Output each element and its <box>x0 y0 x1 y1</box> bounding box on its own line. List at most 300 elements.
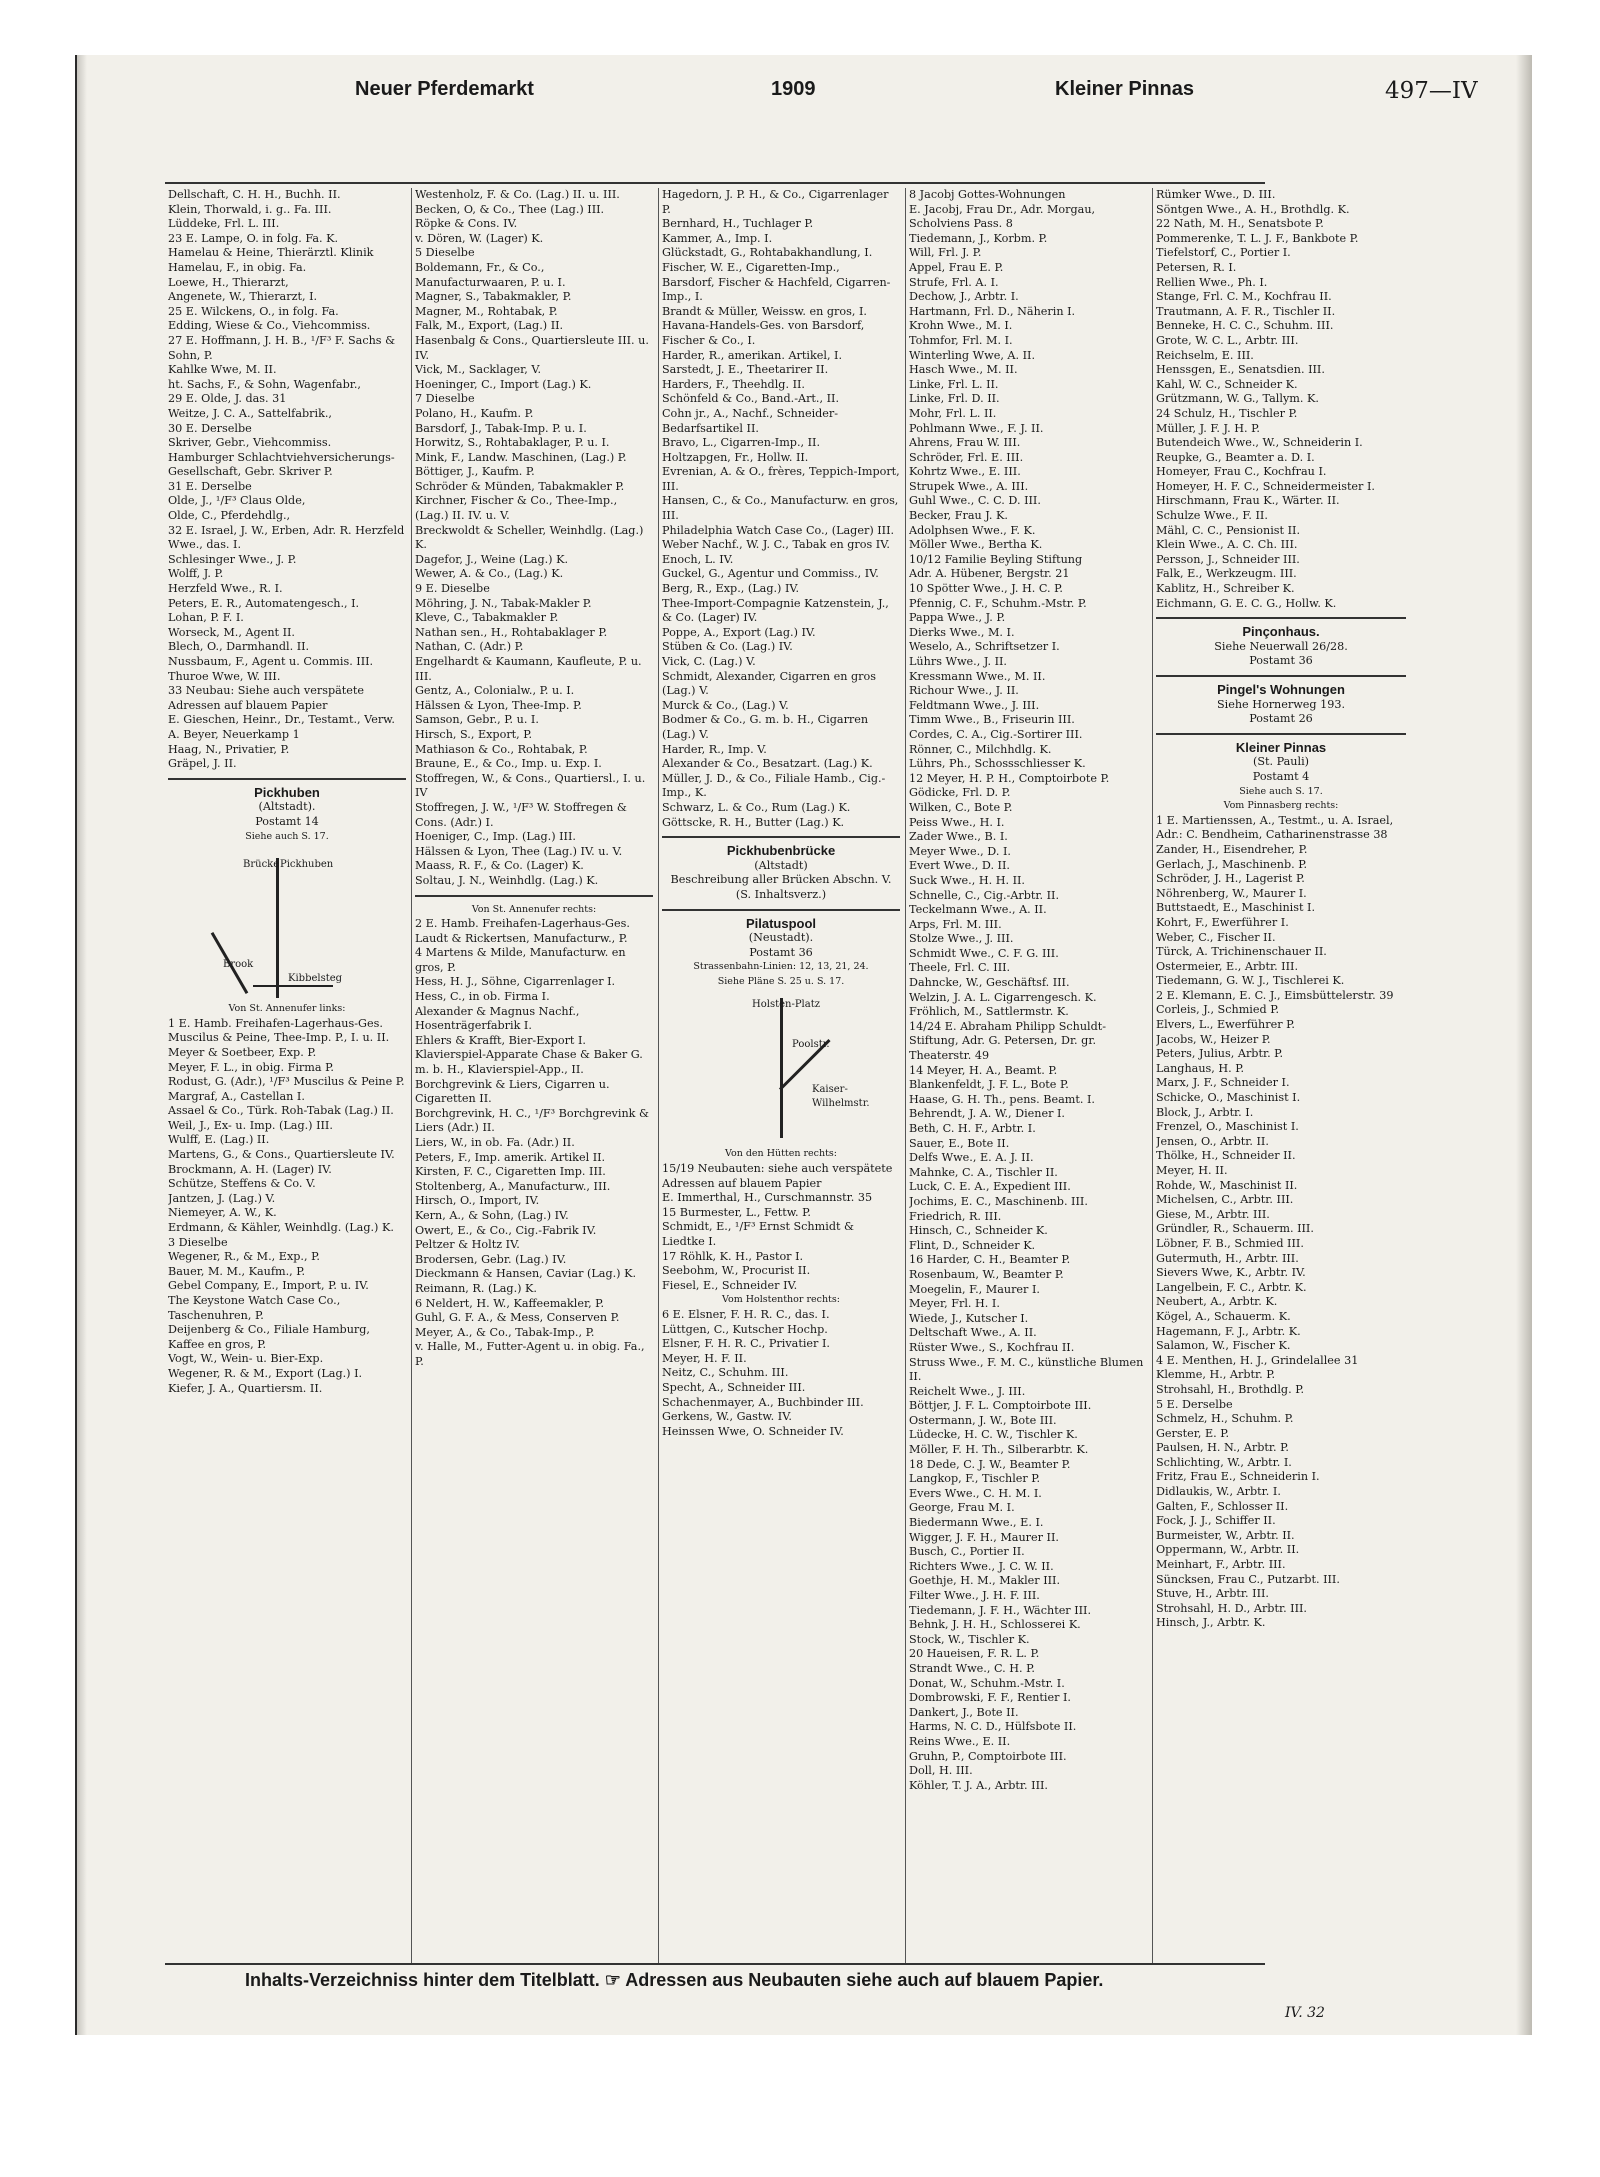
directory-entry: 8 Jacobj Gottes-Wohnungen <box>909 188 1066 201</box>
directory-entry: Schicke, O., Maschinist I. <box>1156 1091 1301 1105</box>
directory-entry: Boldemann, Fr., & Co., Manufacturwaaren, P. u. I. <box>415 260 566 289</box>
column-1 <box>168 188 406 1963</box>
directory-entry: Gödicke, Frl. D. P. <box>909 786 1011 800</box>
directory-entry: Söntgen Wwe., A. H., Brothdlg. K. <box>1156 202 1350 216</box>
header-left-street: Neuer Pferdemarkt <box>355 78 534 100</box>
directory-entry: Schütze, Steffens & Co. V. <box>168 1177 316 1191</box>
directory-entry: Fock, J. J., Schiffer II. <box>1156 1514 1276 1528</box>
directory-entry: Mathiason & Co., Rohtabak, P. <box>415 742 588 756</box>
directory-entry: Enoch, L. IV. <box>662 552 734 566</box>
directory-entry: Schröder, J. H., Lagerist P. <box>1156 872 1305 886</box>
section-title-pickhubenbruecke: Pickhubenbrücke <box>726 843 836 859</box>
directory-entry: Luck, C. E. A., Expedient III. <box>909 1180 1071 1194</box>
directory-entry: Kablitz, H., Schreiber K. <box>1156 582 1295 596</box>
directory-entry: Harder, R., Imp. V. <box>662 742 767 756</box>
directory-entry: Jochims, E. C., Maschinenb. III. <box>909 1194 1088 1208</box>
directory-entry: 2 E. Hamb. Freihafen-Lagerhaus-Ges. <box>415 917 630 931</box>
map-label-kaiser: Kaiser- <box>812 1084 848 1096</box>
directory-entry: Richters Wwe., J. C. W. II. <box>909 1559 1054 1573</box>
directory-entry: Böttiger, J., Kaufm. P. <box>415 465 535 479</box>
directory-entry: Kleve, C., Tabakmakler P. <box>415 611 559 625</box>
column-separator <box>411 188 412 1963</box>
directory-entry: Muscilus & Peine, Thee-Imp. P., I. u. II. <box>168 1031 390 1045</box>
section-postamt: Postamt 14 <box>255 814 319 828</box>
directory-entry: Kirsten, F. C., Cigaretten Imp. III. <box>415 1165 606 1179</box>
directory-entry: Poppe, A., Export (Lag.) IV. <box>662 625 816 639</box>
directory-entry: Ostermeier, E., Arbtr. III. <box>1156 959 1298 973</box>
directory-entry: Borchgrevink, H. C., ¹/F³ Borchgrevink & Liers (Adr.) II. <box>415 1106 649 1135</box>
directory-entry: Timm Wwe., B., Friseurin III. <box>909 713 1075 727</box>
directory-entry: Möller Wwe., Bertha K. <box>909 538 1043 552</box>
directory-entry: Peiss Wwe., H. I. <box>909 815 1005 829</box>
directory-entry: Gräpel, J. II. <box>168 757 237 771</box>
directory-entry: Nöhrenberg, W., Maurer I. <box>1156 886 1307 900</box>
directory-entry: Moegelin, F., Maurer I. <box>909 1282 1040 1296</box>
col3-entries-a <box>662 188 900 830</box>
directory-entry: Kahlke Wwe, M. II. <box>168 363 277 377</box>
directory-entry: Homeyer, H. F. C., Schneidermeister I. <box>1156 479 1375 493</box>
directory-entry: Buttstaedt, E., Maschinist I. <box>1156 901 1316 915</box>
directory-entry: 9 E. Dieselbe <box>415 582 490 596</box>
directory-entry: Rosenbaum, W., Beamter P. <box>909 1267 1064 1281</box>
directory-entry: Pappa Wwe., J. P. <box>909 611 1006 625</box>
section-divider <box>1156 617 1406 619</box>
directory-entry: Stuve, H., Arbtr. III. <box>1156 1587 1269 1601</box>
directory-entry: Harder, R., amerikan. Artikel, I. <box>662 348 843 362</box>
directory-entry: 1 E. Hamb. Freihafen-Lagerhaus-Ges. <box>168 1016 383 1030</box>
directory-entry: Wewer, A. & Co., (Lag.) K. <box>415 567 564 581</box>
section-siehe: Siehe Pläne S. 25 u. S. 17. <box>717 975 845 987</box>
directory-entry: Berg, R., Exp., (Lag.) IV. <box>662 582 800 596</box>
directory-entry: Brockmann, A. H. (Lager) IV. <box>168 1162 332 1176</box>
directory-entry: Appel, Frau E. P. <box>909 260 1004 274</box>
directory-entry: Biedermann Wwe., E. I. <box>909 1516 1044 1530</box>
directory-entry: Reichselm, E. III. <box>1156 348 1254 362</box>
directory-entry: Klavierspiel-Apparate Chase & Baker G. m. b. H., Klavierspiel-App., II. <box>415 1048 643 1077</box>
directory-entry: Kiefer, J. A., Quartiersm. II. <box>168 1381 323 1395</box>
directory-entry: Polano, H., Kaufm. P. <box>415 406 534 420</box>
directory-entry: Weselo, A., Schriftsetzer I. <box>909 640 1060 654</box>
directory-entry: Blech, O., Darmhandl. II. <box>168 640 310 654</box>
directory-entry: Adolphsen Wwe., F. K. <box>909 523 1036 537</box>
directory-entry: ht. Sachs, F., & Sohn, Wagenfabr., <box>168 377 361 391</box>
directory-entry: Vick, M., Sacklager, V. <box>415 363 542 377</box>
directory-entry: Schröder & Münden, Tabakmakler P. <box>415 479 625 493</box>
section-postamt: Postamt 36 <box>1249 654 1313 668</box>
directory-entry: 6 E. Elsner, F. H. R. C., das. I. <box>662 1308 830 1321</box>
directory-entry: 4 Martens & Milde, Manufacturw. en gros, P. <box>415 946 626 974</box>
directory-entry: Fiesel, E., Schneider IV. <box>662 1278 798 1292</box>
column-separator <box>1152 188 1153 1963</box>
directory-entry: Delfs Wwe., E. A. J. II. <box>909 1151 1034 1165</box>
directory-entry: Dierks Wwe., M. I. <box>909 625 1015 639</box>
directory-entry: Ostermann, J. W., Bote III. <box>909 1413 1057 1427</box>
directory-entry: Liers, W., in ob. Fa. (Adr.) II. <box>415 1136 575 1149</box>
directory-entry: Gründler, R., Schauerm. III. <box>1156 1222 1314 1236</box>
directory-entry: Krohn Wwe., M. I. <box>909 319 1013 333</box>
directory-entry: Goethje, H. M., Makler III. <box>909 1574 1061 1588</box>
directory-entry: Hoeninger, C., Import (Lag.) K. <box>415 377 592 391</box>
directory-entry: Lührs Wwe., J. II. <box>909 655 1007 668</box>
directory-entry: Arps, Frl. M. III. <box>909 917 1002 931</box>
directory-entry: Guckel, G., Agentur und Commiss., IV. <box>662 567 879 581</box>
column-2 <box>415 188 653 1963</box>
directory-entry: 27 E. Hoffmann, J. H. B., ¹/F³ F. Sachs & Sohn, P. <box>168 333 396 362</box>
directory-entry: Kögel, A., Schauerm. K. <box>1156 1309 1291 1323</box>
directory-entry: Göttscke, R. H., Butter (Lag.) K. <box>662 815 845 829</box>
directory-entry: Benneke, H. C. C., Schuhm. III. <box>1156 319 1334 333</box>
directory-entry: Türck, A. Trichinenschauer II. <box>1156 945 1327 959</box>
directory-entry: Sauer, E., Bote II. <box>909 1136 1010 1150</box>
directory-entry: Schönfeld & Co., Band.-Art., II. <box>662 392 839 406</box>
directory-entry: Harders, F., Theehdlg. II. <box>662 377 805 391</box>
directory-entry: Filter Wwe., J. H. F. III. <box>909 1589 1040 1602</box>
directory-entry: Wulff, E. (Lag.) II. <box>168 1133 270 1147</box>
page-edge <box>1516 55 1532 2035</box>
directory-entry: E. Immerthal, H., Curschmannstr. 35 <box>662 1191 873 1205</box>
directory-entry: 33 Neubau: Siehe auch verspätete Adressen auf blauem Papier <box>168 684 365 712</box>
directory-entry: Strufe, Frl. A. I. <box>909 275 999 289</box>
directory-entry: Blankenfeldt, J. F. L., Bote P. <box>909 1078 1069 1092</box>
directory-entry: 14 Meyer, H. A., Beamt. P. <box>909 1063 1058 1077</box>
directory-entry: Süncksen, Frau C., Putzarbt. III. <box>1156 1572 1340 1586</box>
directory-entry: Mähl, C. C., Pensionist II. <box>1156 523 1300 537</box>
directory-entry: Linke, Frl. D. II. <box>909 392 1000 406</box>
directory-entry: Fritz, Frau E., Schneiderin I. <box>1156 1470 1320 1484</box>
directory-entry: Beth, C. H. F., Arbtr. I. <box>909 1122 1036 1135</box>
directory-entry: 5 E. Derselbe <box>1156 1397 1233 1411</box>
directory-entry: Hansen, C., & Co., Manufacturw. en gros, III. <box>662 494 899 523</box>
directory-entry: Bernhard, H., Tuchlager P. <box>662 217 814 231</box>
directory-entry: Möhring, J. N., Tabak-Makler P. <box>415 596 592 610</box>
map-label-bruecke: Brücke <box>243 859 280 871</box>
directory-entry: Meyer & Soetbeer, Exp. P. <box>168 1045 317 1059</box>
directory-entry: George, Frau M. I. <box>909 1501 1015 1515</box>
directory-entry: Marx, J. F., Schneider I. <box>1156 1076 1290 1090</box>
directory-entry: Stock, W., Tischler K. <box>909 1632 1030 1646</box>
directory-entry: Horwitz, S., Rohtabaklager, P. u. I. <box>415 436 610 450</box>
directory-entry: Soltau, J. N., Weinhdlg. (Lag.) K. <box>415 873 599 887</box>
directory-entry: Dombrowski, F. F., Rentier I. <box>909 1691 1071 1705</box>
directory-entry: Neitz, C., Schuhm. III. <box>662 1366 789 1380</box>
directory-entry: Hirsch, S., Export, P. <box>415 727 533 741</box>
directory-entry: Frenzel, O., Maschinist I. <box>1156 1120 1299 1134</box>
directory-entry: Murck & Co., (Lag.) V. <box>662 698 789 712</box>
header-year: 1909 <box>771 78 816 100</box>
directory-entry: Rönner, C., Milchhdlg. K. <box>909 742 1052 756</box>
directory-entry: Salamon, W., Fischer K. <box>1156 1339 1291 1353</box>
column-4 <box>909 188 1147 1963</box>
section-divider <box>415 895 653 897</box>
column-separator <box>658 188 659 1963</box>
direction-note: Vom Holstenthor rechts: <box>722 1294 840 1306</box>
directory-entry: Deijenberg & Co., Filiale Hamburg, Kaffee en gros, P. <box>168 1323 370 1351</box>
directory-entry: Will, Frl. J. P. <box>909 246 982 260</box>
directory-entry: Falk, E., Werkzeugm. III. <box>1156 567 1297 581</box>
directory-entry: Falk, M., Export, (Lag.) II. <box>415 319 564 333</box>
page-number: 497—IV <box>1385 78 1478 104</box>
directory-entry: Evrenian, A. & O., frères, Teppich-Import, III. <box>662 465 900 493</box>
directory-entry: Schmidt, E., ¹/F³ Ernst Schmidt & Liedtke I. <box>662 1220 854 1249</box>
section-title-pingels-wohnungen: Pingel's Wohnungen <box>1217 682 1345 697</box>
directory-entry: Pommerenke, T. L. J. F., Bankbote P. <box>1156 231 1359 245</box>
directory-entry: Hasch Wwe., M. II. <box>909 363 1018 377</box>
directory-entry: Hälssen & Lyon, Thee-Imp. P. <box>415 698 582 712</box>
directory-entry: Neubert, A., Arbtr. K. <box>1156 1295 1278 1309</box>
directory-entry: Herzfeld Wwe., R. I. <box>168 582 283 596</box>
section-text: Siehe Hornerweg 193. <box>1216 697 1346 711</box>
directory-entry: Wolff, J. P. <box>168 567 224 581</box>
directory-entry: Harms, N. C. D., Hülfsbote II. <box>909 1720 1077 1734</box>
directory-entry: Michelsen, C., Arbtr. III. <box>1156 1193 1294 1207</box>
directory-entry: 10/12 Familie Beyling Stiftung <box>909 552 1083 566</box>
directory-entry: Kohrtz Wwe., E. III. <box>909 465 1021 479</box>
directory-entry: Langelbein, F. C., Arbtr. K. <box>1156 1280 1307 1294</box>
directory-entry: Strandt Wwe., C. H. P. <box>909 1661 1035 1675</box>
directory-entry: Deltschaft Wwe., A. II. <box>909 1326 1037 1340</box>
directory-entry: Hess, C., in ob. Firma I. <box>415 990 550 1004</box>
directory-entry: Edding, Wiese & Co., Viehcommiss. <box>168 319 371 333</box>
directory-entry: Peters, F., Imp. amerik. Artikel II. <box>415 1150 606 1164</box>
directory-entry: Wigger, J. F. H., Maurer II. <box>909 1530 1059 1544</box>
header-right-street: Kleiner Pinnas <box>1055 78 1194 100</box>
directory-entry: Reichelt Wwe., J. III. <box>909 1384 1026 1398</box>
directory-entry: Hamelau, F., in obig. Fa. <box>168 260 307 274</box>
directory-entry: Suck Wwe., H. H. II. <box>909 873 1025 887</box>
directory-entry: Dieckmann & Hansen, Caviar (Lag.) K. <box>415 1267 637 1281</box>
directory-entry: Engelhardt & Kaumann, Kaufleute, P. u. III. <box>415 655 642 683</box>
direction-note: Vom Pinnasberg rechts: <box>1223 800 1339 812</box>
section-title-pilatuspool: Pilatuspool <box>745 915 817 931</box>
directory-entry: Persson, J., Schneider III. <box>1156 552 1300 566</box>
directory-entry: Richour Wwe., J. II. <box>909 684 1019 698</box>
directory-entry: 24 Schulz, H., Tischler P. <box>1156 406 1298 420</box>
directory-entry: Hagedorn, J. P. H., & Co., Cigarrenlager P. <box>662 188 889 216</box>
directory-entry: Welzin, J. A. L. Cigarrengesch. K. <box>909 990 1097 1004</box>
map-label-pickhuben: Pickhuben <box>280 859 334 871</box>
directory-entry: Hasenbalg & Cons., Quartiersleute III. u. IV. <box>415 333 649 362</box>
directory-entry: Pohlmann Wwe., F. J. II. <box>909 421 1044 435</box>
directory-entry: Zader Wwe., B. I. <box>909 830 1008 844</box>
directory-entry: Dechow, J., Arbtr. I. <box>909 290 1019 304</box>
directory-entry: Lohan, P. F. I. <box>168 611 244 625</box>
directory-entry: 31 E. Derselbe <box>168 479 252 493</box>
directory-entry: Haase, G. H. Th., pens. Beamt. I. <box>909 1092 1095 1106</box>
directory-entry: Böttjer, J. F. L. Comptoirbote III. <box>909 1399 1092 1413</box>
directory-entry: Weitze, J. C. A., Sattelfabrik., <box>168 406 332 420</box>
directory-entry: Peltzer & Holtz IV. <box>415 1238 520 1252</box>
directory-entry: Klemme, H., Arbtr. P. <box>1156 1368 1276 1382</box>
directory-entry: Cordes, C. A., Cig.-Sortirer III. <box>909 727 1083 741</box>
directory-entry: Müller, J. F. J. H. P. <box>1156 421 1260 435</box>
directory-entry: 7 Dieselbe <box>415 392 475 406</box>
directory-entry: Guhl Wwe., C. C. D. III. <box>909 494 1041 508</box>
directory-entry: Dellschaft, C. H. H., Buchh. II. <box>168 188 341 201</box>
column-3 <box>662 188 900 1963</box>
directory-entry: Erdmann, & Kähler, Weinhdlg. (Lag.) K. <box>168 1221 394 1235</box>
directory-entry: Strupek Wwe., A. III. <box>909 479 1029 493</box>
section-title-pinconhaus: Pinçonhaus. <box>1242 624 1320 640</box>
directory-entry: Lüdecke, H. C. W., Tischler K. <box>909 1428 1078 1442</box>
map-label-brook: Brook <box>223 959 254 971</box>
directory-entry: Olde, J., ¹/F³ Claus Olde, <box>168 494 306 508</box>
directory-entry: Westenholz, F. & Co. (Lag.) II. u. III. <box>415 188 620 201</box>
directory-entry: Mahnke, C. A., Tischler II. <box>909 1165 1058 1179</box>
directory-entry: Loewe, H., Thierarzt, <box>168 275 289 289</box>
page-header <box>95 78 1478 110</box>
directory-entry: Stoffregen, W., & Cons., Quartiersl., I. u. IV <box>415 771 646 800</box>
directory-entry: Corleis, J., Schmied P. <box>1156 1003 1280 1017</box>
directory-entry: 14/24 E. Abraham Philipp Schuldt-Stiftung, Adr. G. Petersen, Dr. gr. Theaterstr. 49 <box>909 1019 1107 1063</box>
directory-entry: Weber Nachf., W. J. C., Tabak en gros IV. <box>662 538 890 552</box>
directory-entry: 18 Dede, C. J. W., Beamter P. <box>909 1457 1071 1471</box>
directory-entry: Schwarz, L. & Co., Rum (Lag.) K. <box>662 800 851 814</box>
map-road-pickhuben <box>276 858 279 998</box>
directory-entry: Köhler, T. J. A., Arbtr. III. <box>909 1778 1048 1792</box>
directory-entry: Specht, A., Schneider III. <box>662 1380 806 1394</box>
directory-entry: Block, J., Arbtr. I. <box>1156 1105 1254 1119</box>
section-title-kleiner-pinnas: Kleiner Pinnas <box>1235 739 1327 755</box>
directory-entry: Linke, Frl. L. II. <box>909 377 999 391</box>
directory-entry: Struss Wwe., F. M. C., künstliche Blumen II. <box>909 1355 1144 1384</box>
directory-entry: Busch, C., Portier II. <box>909 1545 1025 1559</box>
directory-entry: Braune, E., & Co., Imp. u. Exp. I. <box>415 757 602 771</box>
directory-entry: Hess, H. J., Söhne, Cigarrenlager I. <box>415 975 616 989</box>
directory-entry: Niemeyer, A. W., K. <box>168 1206 277 1220</box>
directory-entry: Donat, W., Schuhm.-Mstr. I. <box>909 1676 1065 1690</box>
directory-entry: Ehlers & Krafft, Bier-Export I. <box>415 1033 586 1047</box>
directory-entry: Lüttgen, C., Kutscher Hochp. <box>662 1322 828 1336</box>
directory-entry: Trautmann, A. F. R., Tischler II. <box>1156 304 1336 318</box>
directory-entry: Homeyer, Frau C., Kochfrau I. <box>1156 465 1327 479</box>
directory-entry: Gebel Company, E., Import, P. u. IV. <box>168 1279 369 1293</box>
section-divider <box>662 909 900 911</box>
directory-entry: 17 Röhlk, K. H., Pastor I. <box>662 1249 804 1263</box>
map-label-kibbelsteg: Kibbelsteg <box>288 973 343 985</box>
directory-entry: Theele, Frl. C. III. <box>909 961 1011 975</box>
directory-entry: Laudt & Rickertsen, Manufacturw., P. <box>415 931 628 945</box>
directory-entry: Hoeniger, C., Imp. (Lag.) III. <box>415 830 576 844</box>
folio-mark: IV. 32 <box>1285 2005 1325 2021</box>
directory-entry: Kammer, A., Imp. I. <box>662 231 773 245</box>
map-label-poolstr: Poolstr. <box>792 1039 830 1051</box>
directory-entry: Oppermann, W., Arbtr. II. <box>1156 1543 1300 1557</box>
directory-entry: Stüben & Co. (Lag.) IV. <box>662 640 793 654</box>
directory-entry: Langkop, F., Tischler P. <box>909 1472 1041 1486</box>
directory-entry: v. Halle, M., Futter-Agent u. in obig. Fa., P. <box>415 1340 645 1368</box>
directory-entry: Hälssen & Lyon, Thee (Lag.) IV. u. V. <box>415 844 623 858</box>
directory-entry: Haag, N., Privatier, P. <box>168 742 290 756</box>
directory-entry: Thölke, H., Schneider II. <box>1156 1149 1296 1163</box>
column-5 <box>1156 188 1406 1963</box>
directory-entry: Henssgen, E., Senatsdien. III. <box>1156 363 1325 377</box>
directory-entry: Borchgrevink & Liers, Cigarren u. Cigaretten II. <box>415 1077 610 1106</box>
directory-entry: 12 Meyer, H. P. H., Comptoirbote P. <box>909 771 1110 785</box>
directory-entry: Fröhlich, M., Sattlermstr. K. <box>909 1005 1069 1019</box>
directory-entry: Gutermuth, H., Arbtr. III. <box>1156 1251 1299 1265</box>
directory-entry: Hirsch, O., Import, IV. <box>415 1194 540 1208</box>
directory-entry: Elsner, F. H. R. C., Privatier I. <box>662 1337 830 1351</box>
directory-entry: Feldtmann Wwe., J. III. <box>909 698 1040 712</box>
directory-entry: Ahrens, Frau W. III. <box>909 436 1021 450</box>
directory-entry: Behrendt, J. A. W., Diener I. <box>909 1107 1065 1121</box>
directory-entry: Magner, S., Tabakmakler, P. <box>415 290 572 304</box>
directory-entry: Rümker Wwe., D. III. <box>1156 188 1276 201</box>
directory-entry: Lührs, Ph., Schossschliesser K. <box>909 757 1086 771</box>
directory-entry: Brandt & Müller, Weissw. en gros, I. <box>662 304 867 318</box>
directory-entry: Mink, F., Landw. Maschinen, (Lag.) P. <box>415 450 627 464</box>
directory-entry: Meinhart, F., Arbtr. III. <box>1156 1558 1286 1572</box>
directory-entry: Zander, H., Eisendreher, P. <box>1156 842 1308 856</box>
directory-entry: Nathan, C. (Adr.) P. <box>415 640 524 654</box>
directory-entry: Hagemann, F. J., Arbtr. K. <box>1156 1324 1301 1338</box>
directory-entry: Meyer, F. L., in obig. Firma P. <box>168 1060 334 1074</box>
directory-entry: Strohsahl, H. D., Arbtr. III. <box>1156 1601 1307 1615</box>
directory-entry: Meyer, H. II. <box>1156 1164 1228 1177</box>
directory-entry: Friedrich, R. III. <box>909 1209 1002 1223</box>
directory-entry: Behnk, J. H. H., Schlosserei K. <box>909 1618 1081 1632</box>
directory-entry: Galten, F., Schlosser II. <box>1156 1499 1289 1513</box>
col2-entries-b <box>415 917 653 1369</box>
directory-entry: Evert Wwe., D. II. <box>909 859 1010 873</box>
page-footer-note: Inhalts-Verzeichniss hinter dem Titelblatt. ☞ Adressen aus Neubauten siehe auch auf blauem Papier. <box>245 1970 1104 1990</box>
directory-entry: Didlaukis, W., Arbtr. I. <box>1156 1485 1281 1499</box>
directory-entry: Lüddeke, Frl. L. III. <box>168 217 280 231</box>
directory-entry: Sarstedt, J. E., Theetarirer II. <box>662 363 829 377</box>
directory-entry: Stoffregen, J. W., ¹/F³ W. Stoffregen & Cons. (Adr.) I. <box>415 800 627 829</box>
directory-entry: Gerkens, W., Gastw. IV. <box>662 1410 792 1424</box>
directory-entry: 30 E. Derselbe <box>168 421 252 435</box>
directory-entry: Hamelau & Heine, Thierärztl. Klinik <box>168 246 374 260</box>
directory-entry: Tiedemann, G. W. J., Tischlerei K. <box>1156 974 1345 988</box>
directory-entry: Peters, E. R., Automatengesch., I. <box>168 596 360 610</box>
directory-entry: Reimann, R. (Lag.) K. <box>415 1281 537 1295</box>
directory-entry: Eichmann, G. E. C. G., Hollw. K. <box>1156 596 1337 610</box>
directory-entry: Martens, G., & Cons., Quartiersleute IV. <box>168 1148 395 1162</box>
directory-entry: Rellien Wwe., Ph. I. <box>1156 275 1268 289</box>
map-road-main <box>780 998 783 1138</box>
column-separator <box>905 188 906 1963</box>
directory-entry: Schulze Wwe., F. II. <box>1156 509 1268 523</box>
directory-entry: Becken, O, & Co., Thee (Lag.) III. <box>415 202 605 216</box>
directory-entry: 6 Neldert, H. W., Kaffeemakler, P. <box>415 1296 604 1310</box>
directory-entry: Seebohm, W., Procurist II. <box>662 1264 811 1278</box>
directory-entry: Gentz, A., Colonialw., P. u. I. <box>415 684 575 698</box>
directory-entry: Barsdorf, Fischer & Hachfeld, Cigarren-Imp., I. <box>662 275 891 304</box>
section-tram-lines: Strassenbahn-Linien: 12, 13, 21, 24. <box>693 961 869 973</box>
directory-entry: 3 Dieselbe <box>168 1235 228 1249</box>
directory-entry: Grützmann, W. G., Tallym. K. <box>1156 392 1319 406</box>
street-map-pickhuben <box>168 848 406 998</box>
directory-entry: Holtzapgen, Fr., Hollw. II. <box>662 450 809 464</box>
directory-entry: Thee-Import-Compagnie Katzenstein, J., & Co. (Lager) IV. <box>662 596 889 625</box>
directory-entry: Schröder, Frl. E. III. <box>909 450 1024 464</box>
directory-entry: Meyer Wwe., D. I. <box>909 844 1011 858</box>
footer-rule <box>165 1963 1265 1965</box>
directory-entry: Butendeich Wwe., W., Schneiderin I. <box>1156 436 1363 450</box>
directory-entry: Meyer, H. F. II. <box>662 1351 747 1365</box>
col3-entries-c <box>662 1308 900 1439</box>
directory-entry: 23 E. Lampe, O. in folg. Fa. K. <box>168 231 339 245</box>
directory-entry: E. Gieschen, Heinr., Dr., Testamt., Verw. A. Beyer, Neuerkamp 1 <box>168 713 395 741</box>
directory-entry: Magner, M., Rohtabak, P. <box>415 304 558 318</box>
directory-entry: Thuroe Wwe, W. III. <box>168 669 281 683</box>
directory-entry: Hartmann, Frl. D., Näherin I. <box>909 304 1076 318</box>
directory-entry: Rüster Wwe., S., Kochfrau II. <box>909 1340 1075 1354</box>
section-divider <box>168 778 406 780</box>
directory-entry: Grote, W. C. L., Arbtr. III. <box>1156 333 1299 347</box>
section-siehe: Siehe auch S. 17. <box>1239 785 1323 797</box>
